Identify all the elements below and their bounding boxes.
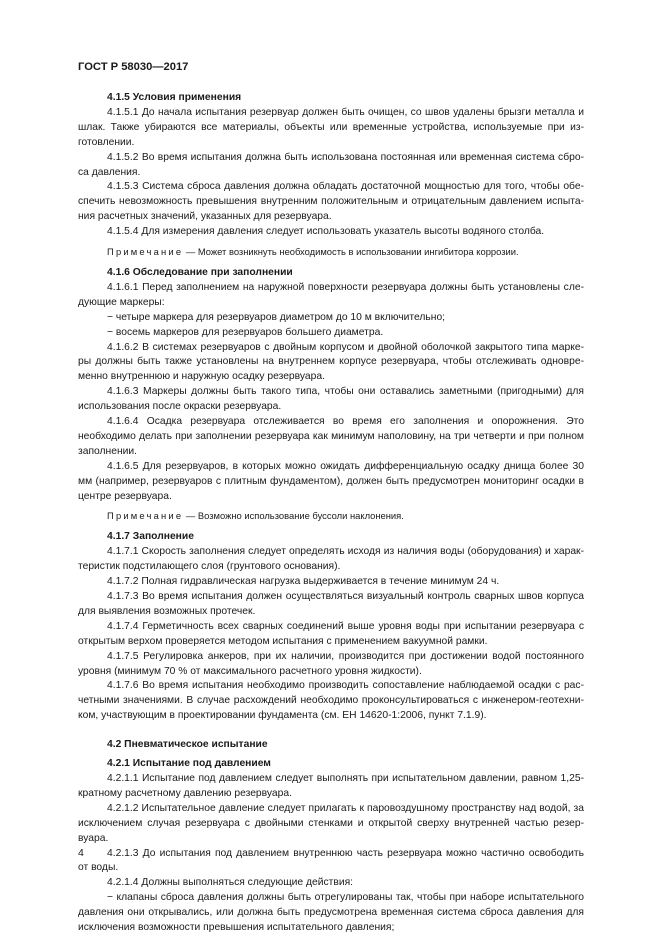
- paragraph: 4.1.7.6 Во время испытания необходимо производить сопоставление наблюдаемой осадки с расчетными значениями. В случае расхождений необходимо проконсультироваться с инженером-геотехником, участвующим в проектировании фундамента (см. ЕН 14620-1:2006, пункт 7.1.9).: [78, 680, 584, 722]
- paragraph: 4.1.5.3 Система сброса давления должна обладать достаточной мощностью для того, чтобы обеспечить невозможность превышения внутренним положительным и отрицательным давлением испытания расчетных значений, указанных для резервуара.: [78, 181, 584, 223]
- note-label: Примечание: [107, 246, 184, 258]
- paragraph: 4.1.6.2 В системах резервуаров с двойным корпусом и двойной оболочкой закрытого типа маркеры должны быть также установлены на внутреннем корпусе резервуара, чтобы отслеживать одновременно внутреннюю и наружную осадку резервуара.: [78, 341, 584, 383]
- paragraph: 4.1.5.2 Во время испытания должна быть использована постоянная или временная система сброса давления.: [78, 151, 584, 178]
- paragraph: 4.1.6.4 Осадка резервуара отслеживается во время его заполнения и опорожнения. Это необходимо делать при заполнении резервуара как минимум наполовину, на три четверти и при полном заполнении.: [78, 416, 584, 457]
- section-heading-major: 4.2 Пневматическое испытание: [107, 739, 268, 751]
- paragraph: − восемь маркеров для резервуаров большего диаметра.: [107, 326, 384, 338]
- paragraph: 4.1.7.4 Герметичность всех сварных соединений выше уровня воды при испытании резервуара с открытым верхом проверяется методом испытания с применением вакуумной рамки.: [78, 620, 584, 647]
- paragraph: 4.1.5.4 Для измерения давления следует использовать указатель высоты водяного столба.: [107, 226, 545, 238]
- section-heading: 4.1.5 Условия применения: [107, 92, 242, 103]
- note-text: — Возможно использование буссоли наклонения.: [183, 510, 404, 522]
- paragraph: 4.1.6.1 Перед заполнением на наружной поверхности резервуара должны быть установлены следующие маркеры:: [78, 281, 584, 308]
- paragraph: 4.1.7.2 Полная гидравлическая нагрузка выдерживается в течение минимум 24 ч.: [107, 576, 500, 588]
- note-label: Примечание: [107, 510, 184, 522]
- paragraph: − клапаны сброса давления должны быть отрегулированы так, чтобы при наборе испытательного давления они открывались, или должна быть предусмотрена временная система сброса давления для исключения возможности превышения испытательного давления;: [78, 892, 584, 934]
- note-text: — Может возникнуть необходимость в использовании ингибитора коррозии.: [183, 246, 519, 258]
- paragraph: 4.1.6.5 Для резервуаров, в которых можно ожидать дифференциальную осадку днища более 30 мм (например, резервуаров с плитным фундаментом), должен быть предусмотрен мониторинг осадки в центре резервуара.: [78, 460, 584, 502]
- document-body: [78, 91, 584, 936]
- note: [78, 509, 584, 524]
- paragraph: 4.2.1.1 Испытание под давлением следует выполнять при испытательном давлении, равном 1,25-кратному расчетному давлению резервуара.: [78, 772, 584, 799]
- paragraph: 4.2.1.3 До испытания под давлением внутреннюю часть резервуара можно частично освободить от воды.: [78, 847, 584, 874]
- paragraph: 4.1.6.3 Маркеры должны быть такого типа, чтобы они оставались заметными (пригодными) для использования после окраски резервуара.: [78, 386, 584, 413]
- section-heading: 4.1.6 Обследование при заполнении: [107, 266, 293, 278]
- paragraph: 4.1.7.1 Скорость заполнения следует определять исходя из наличия воды (оборудования) и характеристик подстилающего слоя (грунтового основания).: [78, 546, 584, 573]
- paragraph: − четыре маркера для резервуаров диаметром до 10 м включительно;: [107, 311, 446, 323]
- section-heading: 4.2.1 Испытание под давлением: [107, 758, 271, 770]
- note: [78, 245, 584, 260]
- page-number: 4: [78, 847, 84, 859]
- document-header: ГОСТ Р 58030—2017: [78, 61, 189, 73]
- section-heading: 4.1.7 Заполнение: [107, 531, 194, 543]
- paragraph: 4.1.7.5 Регулировка анкеров, при их наличии, производится при достижении водой постоянного уровня (минимум 70 % от максимального расчетного уровня жидкости).: [78, 650, 584, 677]
- paragraph: 4.2.1.2 Испытательное давление следует прилагать к паровоздушному пространству над водой, за исключением случая резервуара с двойными стенками и открытой сверху внутренней частью резервуара.: [78, 802, 584, 844]
- paragraph: 4.1.7.3 Во время испытания должен осуществляться визуальный контроль сварных швов корпуса для выявления возможных протечек.: [78, 591, 584, 617]
- paragraph: 4.1.5.1 До начала испытания резервуар должен быть очищен, со швов удалены брызги металла и шлак. Также убираются все материалы, объекты или временные устройства, используемые при изготовлении.: [78, 106, 584, 148]
- paragraph: 4.2.1.4 Должны выполняться следующие действия:: [107, 877, 354, 889]
